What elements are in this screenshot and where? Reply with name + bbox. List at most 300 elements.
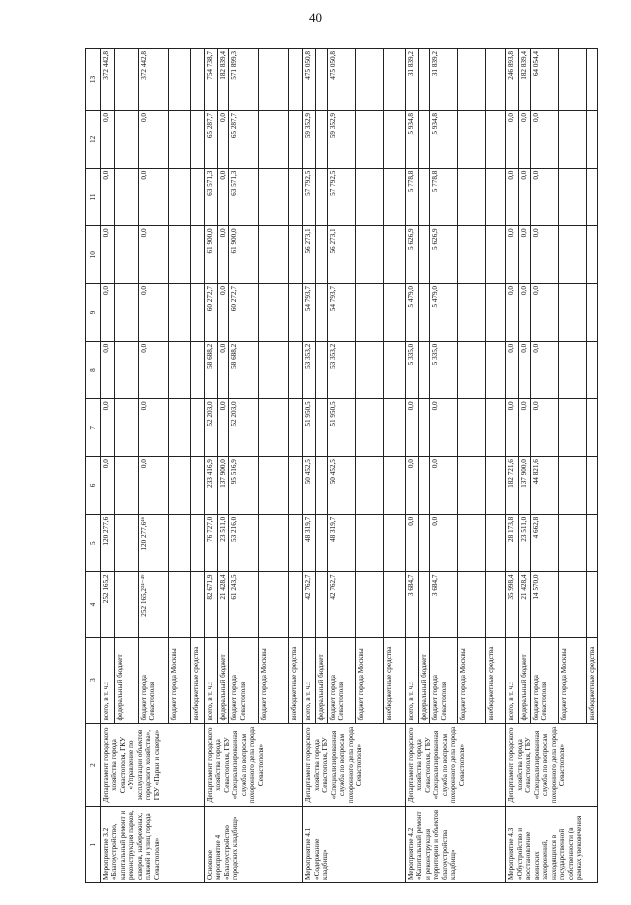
value-cell: 0,0 [139,399,169,457]
value-cell: 0,0 [506,168,519,226]
value-cell [115,284,139,342]
value-cell [169,226,191,284]
value-cell [383,226,405,284]
value-cell: 5 479,0 [430,284,458,342]
value-cell [558,168,586,226]
value-cell [418,399,429,457]
value-cell [289,226,303,284]
value-cell [558,514,586,572]
value-cell [115,168,139,226]
value-cell [418,168,429,226]
value-cell: 63 571,3 [205,168,218,226]
value-cell [586,514,597,572]
value-cell: 0,0 [139,111,169,169]
value-cell [316,457,327,515]
executor-cell: Департамент городского хозяйства города Севастополя, ГБУ «Специализированная служба по вопросам похоронного дела города Севастополя» [405,723,505,807]
value-cell: 21 428,4 [218,572,229,637]
value-cell [259,341,289,399]
page-number: 40 [309,10,322,25]
budget-table [85,48,598,883]
column-header: 7 [86,399,101,457]
value-cell [486,111,506,169]
value-cell: 252 165,2²⁴⁻⁴⁹ [139,572,169,637]
value-cell [289,111,303,169]
value-cell [289,399,303,457]
value-cell [169,168,191,226]
table-row [205,49,218,883]
value-cell: 0,0 [101,284,115,342]
value-cell: 120 277,6 [101,514,115,572]
value-cell [486,399,506,457]
value-cell: 5 335,0 [405,341,418,399]
funding-source-cell: всего, в т. ч.: [405,637,418,723]
value-cell: 5 934,8 [430,111,458,169]
value-cell [289,572,303,637]
funding-source-cell: федеральный бюджет [115,637,139,723]
value-cell [316,226,327,284]
value-cell [486,572,506,637]
value-cell: 0,0 [506,226,519,284]
value-cell: 0,0 [506,111,519,169]
value-cell [355,457,383,515]
value-cell: 0,0 [430,399,458,457]
value-cell [558,341,586,399]
measure-name-cell: Мероприятие 4.2 «Капитальный ремонт и реконструкция территории и объектов благоустройства кладбищ» [405,807,505,883]
value-cell [191,514,205,572]
measure-name-cell: Мероприятие 4.1 «Содержание кладбищ» [303,807,405,883]
value-cell: 5 626,9 [430,226,458,284]
value-cell: 42 762,7 [303,572,316,637]
funding-source-cell: внебюджетные средства [289,637,303,723]
value-cell [169,514,191,572]
executor-cell: Департамент городского хозяйства города Севастополя, ГКУ «Управление по эксплуатации объектов городского хозяйства», ГБУ «Парки и скверы» [101,723,205,807]
value-cell: 0,0 [530,284,558,342]
value-cell [586,284,597,342]
value-cell [458,457,486,515]
value-cell: 0,0 [139,457,169,515]
value-cell: 58 688,2 [205,341,218,399]
column-header: 13 [86,49,101,111]
column-header: 5 [86,514,101,572]
column-header: 3 [86,637,101,723]
value-cell: 0,0 [218,399,229,457]
value-cell [316,168,327,226]
executor-cell: Департамент городского хозяйства города Севастополя, ГБУ «Специализированная служба по вопросам похоронного дела города Севастополя» [205,723,303,807]
total-value-cell: 372 442,8 [101,49,115,111]
value-cell [316,284,327,342]
value-cell: 35 998,4 [506,572,519,637]
value-cell: 0,0 [218,284,229,342]
value-cell [418,226,429,284]
value-cell: 120 277,6⁴⁶ [139,514,169,572]
value-cell [558,284,586,342]
value-cell: 5 479,0 [405,284,418,342]
total-value-cell [169,49,191,111]
value-cell: 252 165,2 [101,572,115,637]
value-cell [355,572,383,637]
column-header: 1 [86,807,101,883]
column-header: 11 [86,168,101,226]
value-cell [316,572,327,637]
value-cell [191,111,205,169]
value-cell: 0,0 [506,399,519,457]
value-cell: 0,0 [101,226,115,284]
value-cell: 0,0 [530,399,558,457]
funding-source-cell: бюджет города Москвы [259,637,289,723]
value-cell [383,399,405,457]
value-cell: 0,0 [139,168,169,226]
value-cell: 0,0 [139,341,169,399]
value-cell: 52 203,0 [205,399,218,457]
value-cell: 60 272,7 [205,284,218,342]
executor-cell: Департамент городского хозяйства города Севастополя, ГБУ «Специализированная служба по вопросам похоронного дела города Севастополя» [506,723,598,807]
value-cell [586,399,597,457]
value-cell: 51 950,5 [303,399,316,457]
value-cell: 5 934,8 [405,111,418,169]
value-cell [383,284,405,342]
value-cell: 65 287,7 [205,111,218,169]
funding-source-cell: внебюджетные средства [191,637,205,723]
value-cell: 0,0 [101,457,115,515]
value-cell: 61 900,0 [205,226,218,284]
table-row [303,49,316,883]
value-cell: 0,0 [430,514,458,572]
funding-source-cell: всего, в т. ч.: [101,637,115,723]
value-cell [418,514,429,572]
value-cell [191,572,205,637]
funding-source-cell: федеральный бюджет [519,637,530,723]
column-header: 4 [86,572,101,637]
total-value-cell [418,49,429,111]
column-header: 8 [86,341,101,399]
funding-source-cell: бюджет города Севастополя [229,637,259,723]
value-cell [458,168,486,226]
column-header: 12 [86,111,101,169]
funding-source-cell: всего, в т. ч.: [205,637,218,723]
value-cell: 0,0 [519,168,530,226]
value-cell: 0,0 [139,226,169,284]
funding-source-cell: всего, в т. ч.: [506,637,519,723]
value-cell [259,399,289,457]
value-cell [259,572,289,637]
value-cell: 3 684,7 [430,572,458,637]
value-cell: 21 428,4 [519,572,530,637]
value-cell [383,111,405,169]
value-cell [169,341,191,399]
value-cell [458,226,486,284]
executor-cell: Департамент городского хозяйства города Севастополя, ГБУ «Специализированная служба по вопросам похоронного дела города Севастополя» [303,723,405,807]
value-cell: 0,0 [218,111,229,169]
value-cell: 42 762,7 [327,572,355,637]
value-cell: 57 792,5 [327,168,355,226]
total-value-cell: 475 050,8 [327,49,355,111]
value-cell: 48 319,7 [303,514,316,572]
value-cell [383,341,405,399]
value-cell [458,399,486,457]
value-cell [586,341,597,399]
rotated-table-container [85,48,595,883]
funding-source-cell: бюджет города Москвы [458,637,486,723]
value-cell: 57 792,5 [303,168,316,226]
value-cell: 61 243,5 [229,572,259,637]
value-cell [558,572,586,637]
value-cell [115,457,139,515]
value-cell: 23 511,0 [519,514,530,572]
table-row [506,49,519,883]
value-cell: 23 511,0 [218,514,229,572]
value-cell [355,111,383,169]
total-value-cell: 754 738,7 [205,49,218,111]
value-cell [316,399,327,457]
value-cell [586,226,597,284]
value-cell [115,514,139,572]
value-cell [259,514,289,572]
funding-source-cell: внебюджетные средства [383,637,405,723]
value-cell: 50 452,5 [327,457,355,515]
value-cell [316,111,327,169]
value-cell [355,226,383,284]
value-cell [169,457,191,515]
value-cell: 137 900,0 [519,457,530,515]
value-cell: 28 173,8 [506,514,519,572]
value-cell: 61 900,0 [229,226,259,284]
value-cell [558,111,586,169]
value-cell: 0,0 [101,168,115,226]
value-cell: 53 353,2 [327,341,355,399]
value-cell [486,284,506,342]
value-cell [289,284,303,342]
value-cell [486,514,506,572]
value-cell: 5 778,8 [430,168,458,226]
value-cell [586,168,597,226]
value-cell [191,399,205,457]
value-cell: 0,0 [519,226,530,284]
header-row [86,49,101,883]
value-cell [418,341,429,399]
total-value-cell: 64 054,4 [530,49,558,111]
value-cell: 56 273,1 [327,226,355,284]
total-value-cell [259,49,289,111]
funding-source-cell: федеральный бюджет [418,637,429,723]
value-cell: 44 821,6 [530,457,558,515]
measure-name-cell: Мероприятие 3.2 «Благоустройство, капитальный ремонт и реконструкция парков, скверов, набережных, пляжей и улиц города Севастополя» [101,807,205,883]
value-cell [486,457,506,515]
value-cell: 0,0 [530,341,558,399]
value-cell: 0,0 [519,399,530,457]
funding-source-cell: бюджет города Севастополя [139,637,169,723]
column-header: 2 [86,723,101,807]
measure-name-cell: Мероприятие 4.3 «Обустройство и восстановление воинских захоронений, находящихся в государственной собственности (в рамках увековечения [506,807,598,883]
total-value-cell [458,49,486,111]
value-cell [558,457,586,515]
value-cell: 76 727,0 [205,514,218,572]
value-cell: 63 571,3 [229,168,259,226]
value-cell: 14 570,0 [530,572,558,637]
value-cell: 0,0 [530,168,558,226]
value-cell [383,514,405,572]
total-value-cell [355,49,383,111]
table-body [101,49,598,883]
value-cell: 5 626,9 [405,226,418,284]
measure-name-cell: Основное мероприятие 4 «Благоустройство городских кладбищ» [205,807,303,883]
total-value-cell: 475 050,8 [303,49,316,111]
value-cell: 50 452,5 [303,457,316,515]
value-cell: 54 793,7 [303,284,316,342]
value-cell [191,226,205,284]
value-cell: 0,0 [218,226,229,284]
value-cell: 56 273,1 [303,226,316,284]
value-cell [458,572,486,637]
value-cell [383,457,405,515]
value-cell [169,399,191,457]
value-cell [418,284,429,342]
value-cell [458,514,486,572]
value-cell: 5 335,0 [430,341,458,399]
table-row [405,49,418,883]
value-cell [486,168,506,226]
rotated-table-area [85,48,595,883]
value-cell [115,399,139,457]
value-cell: 0,0 [101,399,115,457]
total-value-cell: 571 899,3 [229,49,259,111]
funding-source-cell: всего, в т. ч.: [303,637,316,723]
value-cell: 0,0 [519,111,530,169]
total-value-cell: 182 839,4 [218,49,229,111]
value-cell [586,111,597,169]
value-cell [486,226,506,284]
value-cell [191,168,205,226]
value-cell [383,572,405,637]
funding-source-cell: бюджет города Севастополя [327,637,355,723]
value-cell: 0,0 [218,168,229,226]
total-value-cell [586,49,597,111]
value-cell [586,572,597,637]
value-cell [289,457,303,515]
value-cell: 0,0 [519,284,530,342]
value-cell: 95 516,9 [229,457,259,515]
value-cell: 0,0 [218,341,229,399]
value-cell [316,514,327,572]
value-cell: 0,0 [519,341,530,399]
value-cell [458,284,486,342]
value-cell: 51 950,5 [327,399,355,457]
funding-source-cell: внебюджетные средства [586,637,597,723]
value-cell [259,284,289,342]
funding-source-cell: бюджет города Москвы [558,637,586,723]
total-value-cell: 372 442,8 [139,49,169,111]
value-cell [289,514,303,572]
value-cell [418,572,429,637]
value-cell [486,341,506,399]
total-value-cell: 246 893,8 [506,49,519,111]
value-cell: 0,0 [101,341,115,399]
value-cell: 0,0 [405,514,418,572]
value-cell [191,284,205,342]
value-cell: 0,0 [430,457,458,515]
value-cell: 182 721,6 [506,457,519,515]
value-cell [355,341,383,399]
value-cell: 65 287,7 [229,111,259,169]
total-value-cell [558,49,586,111]
funding-source-cell: федеральный бюджет [218,637,229,723]
total-value-cell [191,49,205,111]
value-cell: 233 416,9 [205,457,218,515]
value-cell [169,111,191,169]
value-cell [169,284,191,342]
funding-source-cell: бюджет города Москвы [169,637,191,723]
value-cell: 137 900,0 [218,457,229,515]
table-row [101,49,115,883]
total-value-cell [316,49,327,111]
total-value-cell: 31 839,2 [405,49,418,111]
value-cell: 53 216,0 [229,514,259,572]
value-cell [191,341,205,399]
value-cell: 3 684,7 [405,572,418,637]
value-cell: 0,0 [530,111,558,169]
value-cell [558,226,586,284]
value-cell [458,341,486,399]
value-cell [115,341,139,399]
column-header: 6 [86,457,101,515]
value-cell: 52 203,0 [229,399,259,457]
column-header: 10 [86,226,101,284]
value-cell: 0,0 [506,341,519,399]
funding-source-cell: бюджет города Москвы [355,637,383,723]
value-cell [316,341,327,399]
value-cell [418,457,429,515]
value-cell [418,111,429,169]
column-header: 9 [86,284,101,342]
value-cell: 0,0 [405,399,418,457]
value-cell: 0,0 [101,111,115,169]
value-cell: 59 352,9 [303,111,316,169]
value-cell: 0,0 [405,457,418,515]
value-cell [259,226,289,284]
funding-source-cell: бюджет города Севастополя [430,637,458,723]
value-cell: 60 272,7 [229,284,259,342]
funding-source-cell: бюджет города Севастополя [530,637,558,723]
value-cell [355,514,383,572]
value-cell [191,457,205,515]
value-cell [355,399,383,457]
value-cell: 54 793,7 [327,284,355,342]
value-cell [558,399,586,457]
value-cell [115,226,139,284]
value-cell [383,168,405,226]
value-cell [169,572,191,637]
value-cell [259,168,289,226]
value-cell: 82 671,9 [205,572,218,637]
value-cell: 0,0 [139,284,169,342]
value-cell [259,111,289,169]
value-cell [115,111,139,169]
total-value-cell [383,49,405,111]
value-cell: 0,0 [506,284,519,342]
value-cell [289,341,303,399]
value-cell: 58 688,2 [229,341,259,399]
value-cell [289,168,303,226]
funding-source-cell: внебюджетные средства [486,637,506,723]
value-cell: 4 662,8 [530,514,558,572]
value-cell: 53 353,2 [303,341,316,399]
value-cell: 59 352,9 [327,111,355,169]
value-cell [115,572,139,637]
total-value-cell [486,49,506,111]
value-cell [586,457,597,515]
total-value-cell [289,49,303,111]
value-cell: 48 319,7 [327,514,355,572]
funding-source-cell: федеральный бюджет [316,637,327,723]
